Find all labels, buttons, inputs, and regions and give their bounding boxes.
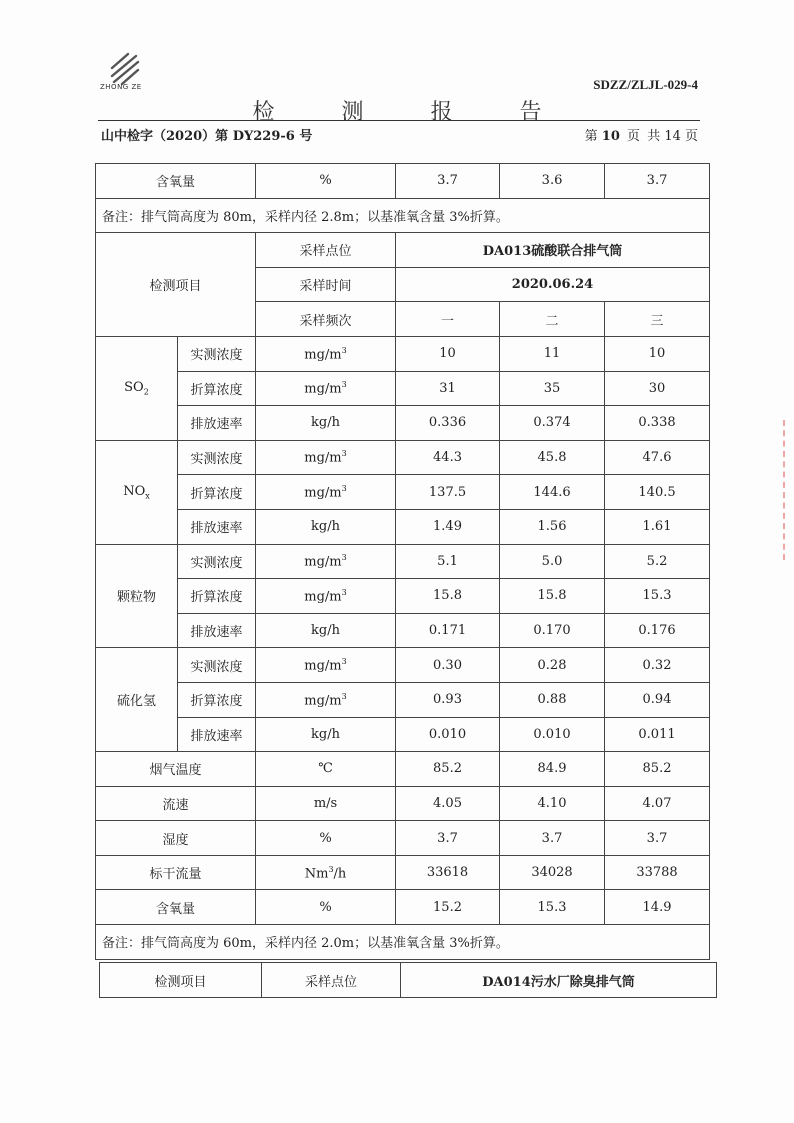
freq-cell: 三 bbox=[605, 302, 710, 337]
value-cell: 85.2 bbox=[605, 752, 710, 787]
table-row bbox=[96, 336, 710, 371]
table-row bbox=[96, 786, 710, 821]
value-cell: 140.5 bbox=[605, 475, 710, 510]
value-cell: 0.32 bbox=[605, 648, 710, 683]
value-cell: 3.7 bbox=[605, 164, 710, 199]
row-label: 排放速率 bbox=[178, 406, 256, 441]
unit-cell bbox=[256, 752, 396, 787]
value-cell: 31 bbox=[396, 371, 500, 406]
page-info bbox=[520, 125, 698, 144]
value-cell: 0.88 bbox=[500, 682, 605, 717]
pollutant-name bbox=[96, 336, 178, 440]
table-row bbox=[96, 440, 710, 475]
value-cell: 3.6 bbox=[500, 164, 605, 199]
next-section-table bbox=[99, 962, 717, 998]
unit-cell bbox=[256, 336, 396, 371]
unit-main: mg/m bbox=[304, 381, 342, 397]
pollutant-name bbox=[96, 544, 178, 648]
unit-cell bbox=[256, 613, 396, 648]
table-row bbox=[96, 198, 710, 233]
value-cell: 15.2 bbox=[396, 890, 500, 925]
unit-main: kg/h bbox=[311, 726, 340, 742]
unit-cell bbox=[256, 509, 396, 544]
unit-superscript: 3 bbox=[341, 345, 347, 355]
value-cell: 33618 bbox=[396, 855, 500, 890]
table-row bbox=[96, 406, 710, 441]
value-cell: 85.2 bbox=[396, 752, 500, 787]
unit-main: mg/m bbox=[304, 658, 342, 674]
unit-main: m/s bbox=[313, 795, 338, 811]
value-cell: 4.10 bbox=[500, 786, 605, 821]
row-label: 实测浓度 bbox=[178, 648, 256, 683]
value-cell: 10 bbox=[396, 336, 500, 371]
table-row bbox=[100, 963, 717, 998]
value-cell: 0.336 bbox=[396, 406, 500, 441]
row-label: 实测浓度 bbox=[178, 440, 256, 475]
value-cell: 47.6 bbox=[605, 440, 710, 475]
value-cell: 1.61 bbox=[605, 509, 710, 544]
value-cell: 5.0 bbox=[500, 544, 605, 579]
value-cell: 10 bbox=[605, 336, 710, 371]
value-cell: 3.7 bbox=[396, 821, 500, 856]
row-label: 折算浓度 bbox=[178, 475, 256, 510]
value-cell: 45.8 bbox=[500, 440, 605, 475]
unit-cell bbox=[256, 579, 396, 614]
value-cell: 3.7 bbox=[396, 164, 500, 199]
page-total: 共 14 页 bbox=[647, 129, 698, 144]
results-table bbox=[95, 163, 710, 960]
unit-cell bbox=[256, 855, 396, 890]
unit-cell bbox=[256, 717, 396, 752]
value-cell: 11 bbox=[500, 336, 605, 371]
unit-cell bbox=[256, 544, 396, 579]
value-cell: 5.1 bbox=[396, 544, 500, 579]
time-label: 采样时间 bbox=[256, 267, 396, 302]
unit-cell bbox=[256, 371, 396, 406]
freq-cell: 二 bbox=[500, 302, 605, 337]
table-row bbox=[96, 509, 710, 544]
table-row bbox=[96, 855, 710, 890]
unit-main: kg/h bbox=[311, 623, 340, 639]
logo-text: ZHONG ZE bbox=[100, 83, 142, 91]
row-label: 折算浓度 bbox=[178, 579, 256, 614]
row-unit: % bbox=[256, 164, 396, 199]
unit-superscript: 3 bbox=[328, 864, 334, 874]
unit-main: % bbox=[319, 899, 332, 915]
remark-note: 备注：排气筒高度为 60m，采样内径 2.0m；以基准氧含量 3%折算。 bbox=[96, 925, 710, 960]
unit-cell bbox=[256, 475, 396, 510]
value-cell: 35 bbox=[500, 371, 605, 406]
value-cell: 0.011 bbox=[605, 717, 710, 752]
table-row bbox=[96, 164, 710, 199]
pollutant-main: 颗粒物 bbox=[116, 590, 156, 606]
time-value: 2020.06.24 bbox=[396, 267, 710, 302]
unit-superscript: 3 bbox=[341, 587, 347, 597]
item-header: 检测项目 bbox=[100, 963, 262, 998]
value-cell: 0.010 bbox=[396, 717, 500, 752]
row-label: 排放速率 bbox=[178, 613, 256, 648]
row-label: 流速 bbox=[96, 786, 256, 821]
unit-main: kg/h bbox=[311, 415, 340, 431]
value-cell: 0.93 bbox=[396, 682, 500, 717]
unit-main: kg/h bbox=[311, 519, 340, 535]
seal-stamp-edge bbox=[783, 420, 794, 560]
table-row bbox=[96, 890, 710, 925]
unit-tail: /h bbox=[333, 865, 347, 881]
unit-main: mg/m bbox=[304, 450, 342, 466]
unit-superscript: 3 bbox=[341, 691, 347, 701]
page-di: 第 bbox=[584, 129, 598, 144]
table-row bbox=[96, 682, 710, 717]
unit-main: mg/m bbox=[304, 554, 342, 570]
table-row bbox=[96, 579, 710, 614]
unit-cell bbox=[256, 406, 396, 441]
value-cell: 15.8 bbox=[500, 579, 605, 614]
value-cell: 4.05 bbox=[396, 786, 500, 821]
freq-cell: 一 bbox=[396, 302, 500, 337]
point-label: 采样点位 bbox=[262, 963, 401, 998]
table-row bbox=[96, 717, 710, 752]
value-cell: 44.3 bbox=[396, 440, 500, 475]
table-row bbox=[96, 648, 710, 683]
table-row bbox=[96, 925, 710, 960]
value-cell: 144.6 bbox=[500, 475, 605, 510]
value-cell: 3.7 bbox=[605, 821, 710, 856]
unit-main: mg/m bbox=[304, 485, 342, 501]
value-cell: 15.8 bbox=[396, 579, 500, 614]
row-label: 实测浓度 bbox=[178, 544, 256, 579]
remark-note: 备注：排气筒高度为 80m，采样内径 2.8m；以基准氧含量 3%折算。 bbox=[96, 198, 710, 233]
row-label: 实测浓度 bbox=[178, 336, 256, 371]
row-label: 排放速率 bbox=[178, 717, 256, 752]
table-row bbox=[96, 821, 710, 856]
value-cell: 0.28 bbox=[500, 648, 605, 683]
unit-main: mg/m bbox=[304, 692, 342, 708]
value-cell: 1.56 bbox=[500, 509, 605, 544]
page-number: 10 bbox=[601, 129, 620, 144]
pollutant-main: NO bbox=[123, 483, 146, 499]
value-cell: 5.2 bbox=[605, 544, 710, 579]
row-label: 排放速率 bbox=[178, 509, 256, 544]
value-cell: 0.338 bbox=[605, 406, 710, 441]
unit-cell bbox=[256, 786, 396, 821]
table-row bbox=[96, 752, 710, 787]
unit-cell bbox=[256, 821, 396, 856]
row-label: 烟气温度 bbox=[96, 752, 256, 787]
value-cell: 0.94 bbox=[605, 682, 710, 717]
row-label: 折算浓度 bbox=[178, 371, 256, 406]
pollutant-main: 硫化氢 bbox=[116, 694, 156, 710]
value-cell: 34028 bbox=[500, 855, 605, 890]
unit-superscript: 3 bbox=[341, 656, 347, 666]
unit-main: % bbox=[319, 830, 332, 846]
item-header: 检测项目 bbox=[96, 233, 256, 337]
value-cell: 4.07 bbox=[605, 786, 710, 821]
unit-cell bbox=[256, 440, 396, 475]
value-cell: 15.3 bbox=[500, 890, 605, 925]
point-label: 采样点位 bbox=[256, 233, 396, 268]
unit-main: mg/m bbox=[304, 346, 342, 362]
pollutant-subscript: 2 bbox=[143, 387, 149, 397]
unit-superscript: 3 bbox=[341, 380, 347, 390]
table-row bbox=[96, 475, 710, 510]
row-label: 含氧量 bbox=[96, 890, 256, 925]
document-code: SDZZ/ZLJL-029-4 bbox=[593, 77, 698, 92]
header-rule bbox=[98, 120, 700, 121]
table-row bbox=[96, 544, 710, 579]
pollutant-name bbox=[96, 440, 178, 544]
report-number: 山中检字（2020）第 DY229-6 号 bbox=[101, 129, 313, 144]
value-cell: 0.010 bbox=[500, 717, 605, 752]
value-cell: 0.374 bbox=[500, 406, 605, 441]
table-row bbox=[96, 613, 710, 648]
unit-cell bbox=[256, 682, 396, 717]
value-cell: 0.170 bbox=[500, 613, 605, 648]
pollutant-name bbox=[96, 648, 178, 752]
row-label: 含氧量 bbox=[96, 164, 256, 199]
value-cell: 0.30 bbox=[396, 648, 500, 683]
unit-superscript: 3 bbox=[341, 449, 347, 459]
point-value: DA013硫酸联合排气筒 bbox=[396, 233, 710, 268]
page-ye: 页 bbox=[627, 129, 641, 144]
value-cell: 3.7 bbox=[500, 821, 605, 856]
unit-superscript: 3 bbox=[341, 483, 347, 493]
row-label: 折算浓度 bbox=[178, 682, 256, 717]
value-cell: 15.3 bbox=[605, 579, 710, 614]
unit-cell bbox=[256, 648, 396, 683]
unit-main: mg/m bbox=[304, 589, 342, 605]
unit-superscript: 3 bbox=[341, 553, 347, 563]
unit-main: Nm bbox=[304, 865, 329, 881]
pollutant-main: SO bbox=[124, 380, 144, 396]
value-cell: 84.9 bbox=[500, 752, 605, 787]
value-cell: 0.171 bbox=[396, 613, 500, 648]
table-row bbox=[96, 371, 710, 406]
value-cell: 1.49 bbox=[396, 509, 500, 544]
value-cell: 137.5 bbox=[396, 475, 500, 510]
value-cell: 30 bbox=[605, 371, 710, 406]
table-row bbox=[96, 233, 710, 268]
value-cell: 14.9 bbox=[605, 890, 710, 925]
unit-main: ℃ bbox=[318, 761, 333, 777]
pollutant-subscript: x bbox=[145, 491, 150, 501]
row-label: 标干流量 bbox=[96, 855, 256, 890]
value-cell: 0.176 bbox=[605, 613, 710, 648]
point-value: DA014污水厂除臭排气筒 bbox=[401, 963, 717, 998]
page-title: 检 测 报 告 bbox=[252, 100, 572, 125]
value-cell: 33788 bbox=[605, 855, 710, 890]
row-label: 湿度 bbox=[96, 821, 256, 856]
unit-cell bbox=[256, 890, 396, 925]
freq-label: 采样频次 bbox=[256, 302, 396, 337]
